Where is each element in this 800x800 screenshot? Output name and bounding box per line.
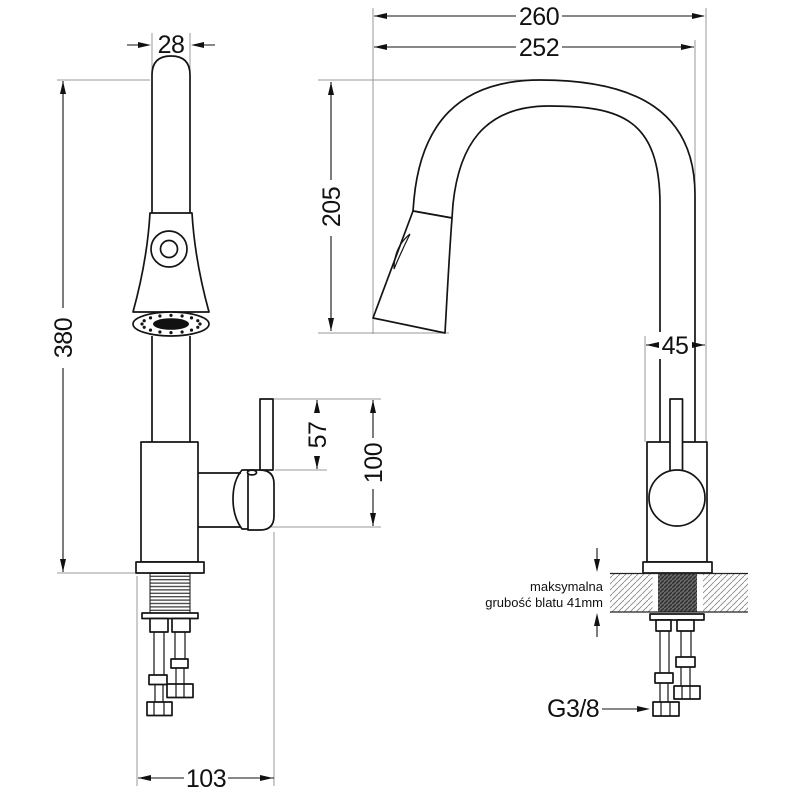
spout-tube-front xyxy=(152,56,190,213)
dim-spout-reach-label: 252 xyxy=(518,34,560,62)
dim-depth-overall-label: 260 xyxy=(518,3,560,31)
hose-nut-left xyxy=(147,702,172,716)
base-plate-side xyxy=(643,562,712,573)
dimension-graphics xyxy=(60,13,705,781)
dim-mount-width-label: 103 xyxy=(185,765,227,793)
dim-body-diameter-label: 45 xyxy=(661,332,689,360)
handle-collar-front xyxy=(233,470,248,529)
riser-pipe-front xyxy=(152,336,190,442)
handle-joint-circle xyxy=(649,470,705,526)
base-plate-front xyxy=(136,562,204,573)
countertop-section xyxy=(610,574,748,613)
supply-hoses-front xyxy=(147,619,193,716)
countertop-note-line2: grubość blatu 41mm xyxy=(485,595,603,610)
handle-lever-side xyxy=(670,399,683,472)
lever-pivot xyxy=(248,470,257,475)
dim-spout-diameter-label: 28 xyxy=(157,31,185,59)
aerator-center xyxy=(153,318,189,330)
dim-spout-height-label: 205 xyxy=(318,186,346,228)
front-view xyxy=(133,56,274,716)
handle-lever-front xyxy=(260,399,273,470)
gooseneck-inner xyxy=(452,106,660,442)
handle-body-front xyxy=(248,470,274,530)
side-view xyxy=(373,80,748,716)
hose-nut-left xyxy=(653,702,679,716)
supply-hoses-side xyxy=(653,620,700,716)
dim-lever-height-label: 57 xyxy=(304,421,332,449)
countertop-note-line1: maksymalna xyxy=(530,579,603,594)
thread-size-label: G3/8 xyxy=(547,695,600,723)
sprayer-head-front xyxy=(133,213,209,312)
threaded-rod-section xyxy=(658,574,697,612)
faucet-body-front xyxy=(141,442,198,562)
dim-handle-height-label: 100 xyxy=(360,442,388,484)
sprayer-head-side xyxy=(373,211,452,333)
hose-nut-right xyxy=(674,686,700,699)
handle-pipe-front xyxy=(198,473,241,527)
threaded-shank-front xyxy=(150,574,190,614)
gooseneck-outer xyxy=(413,80,695,442)
hose-nut-right xyxy=(167,684,193,698)
dimension-labels xyxy=(50,3,688,793)
mounting-nut-side xyxy=(650,614,704,620)
dim-total-height-label: 380 xyxy=(50,317,78,359)
